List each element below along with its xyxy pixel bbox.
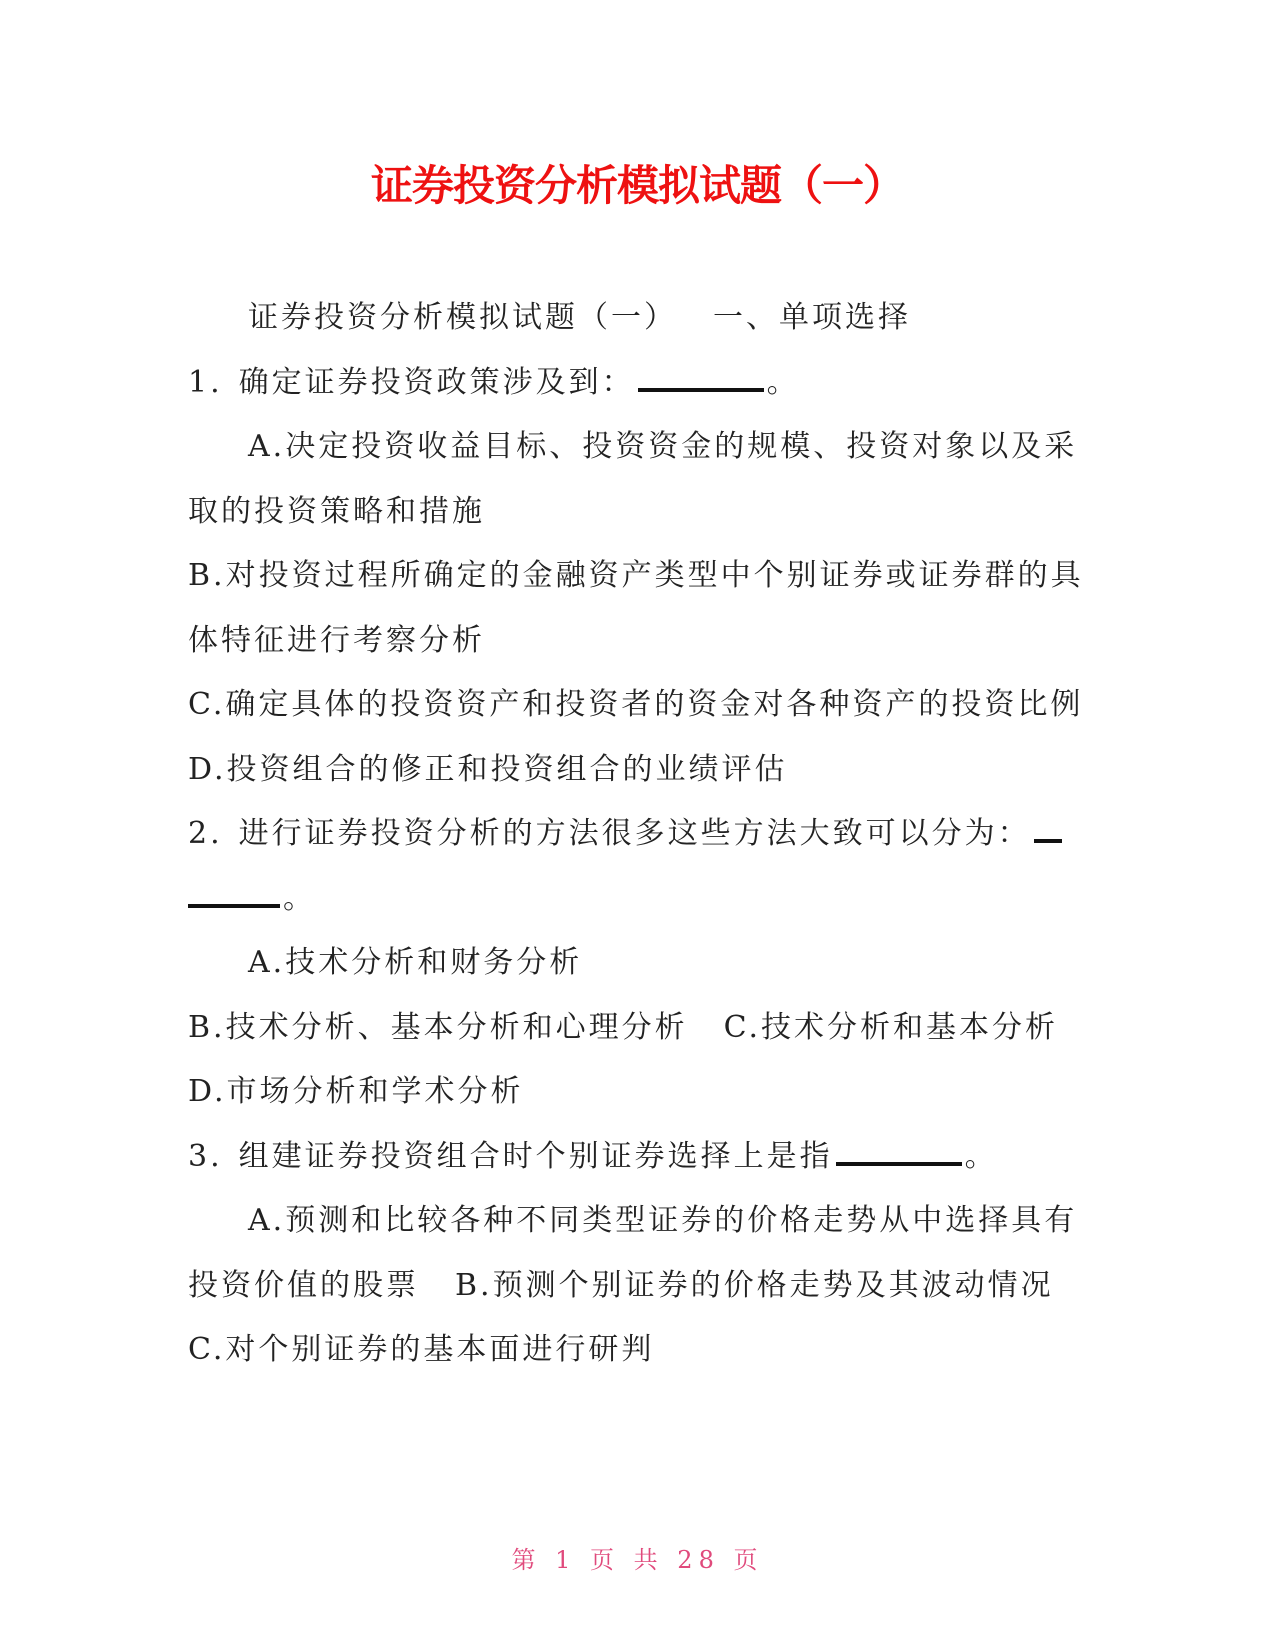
options-a-b-row (188, 1261, 1088, 1326)
option-a: A.决定投资收益目标、投资资金的规模、投资对象以及采 (248, 429, 1078, 464)
answer-blank (1034, 839, 1062, 843)
question-text: 进行证券投资分析的方法很多这些方法大致可以分为： (238, 816, 1031, 851)
question-2-blank-continued: 。 (188, 874, 1088, 939)
intro-text: 证券投资分析模拟试题（一） (248, 300, 677, 335)
question-text: 组建证券投资组合时个别证券选择上是指 (238, 1138, 833, 1174)
intro-line (188, 293, 1088, 358)
option-b: B.技术分析、基本分析和心理分析 (188, 1009, 688, 1045)
option-b: B.预测个别证券的价格走势及其波动情况 (455, 1267, 1054, 1303)
option-a: A.预测和比较各种不同类型证券的价格走势从中选择具有 (248, 1203, 1078, 1238)
option-d: D.投资组合的修正和投资组合的业绩评估 (188, 751, 788, 787)
options-b-c-row (188, 1003, 1088, 1068)
question-text: 确定证券投资政策涉及到： (238, 364, 635, 400)
question-1-stem: 1. 确定证券投资政策涉及到： 。 (188, 364, 800, 400)
question-3-stem: 3. 组建证券投资组合时个别证券选择上是指 。 (188, 1138, 998, 1174)
option-b: B.对投资过程所确定的金融资产类型中个别证券或证券群的具 (188, 558, 1084, 593)
page-title: 证券投资分析模拟试题（一） (370, 161, 904, 210)
option-c: C.对个别证券的基本面进行研判 (188, 1332, 655, 1367)
section-heading: 一、单项选择 (713, 300, 911, 335)
option-d: D.市场分析和学术分析 (188, 1074, 524, 1109)
option-c: C.确定具体的投资资产和投资者的资金对各种资产的投资比例 (188, 687, 1084, 722)
answer-blank (836, 1162, 962, 1166)
answer-blank (188, 904, 280, 908)
document-body (188, 293, 1088, 1390)
option-a-continued: 取的投资策略和措施 (188, 493, 485, 529)
option-a-continued: 投资价值的股票 (188, 1267, 419, 1303)
answer-blank (638, 388, 764, 392)
question-number: 3. (188, 1138, 223, 1174)
question-number: 1. (188, 364, 223, 400)
page-number-footer: 第 1 页 共 28 页 (511, 1546, 764, 1574)
option-a: A.技术分析和财务分析 (248, 945, 583, 980)
question-2-stem (188, 809, 1088, 874)
option-b-continued: 体特征进行考察分析 (188, 622, 485, 658)
option-c: C.技术分析和基本分析 (723, 1009, 1059, 1045)
question-number: 2. (188, 816, 223, 851)
